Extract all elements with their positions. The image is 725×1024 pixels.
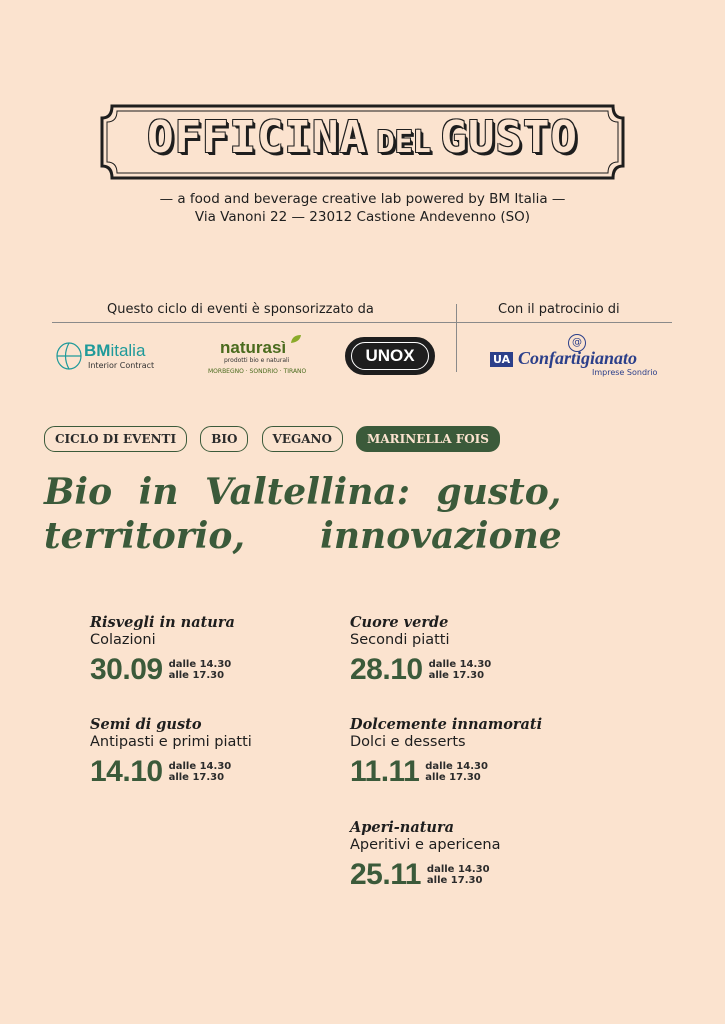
event-time xyxy=(427,864,490,886)
vertical-divider xyxy=(456,304,457,372)
logo-word-officina: OFFICINA xyxy=(147,112,367,163)
divider xyxy=(52,322,672,323)
confartigianato-wordmark: Confartigianato xyxy=(518,348,638,368)
event-time xyxy=(429,659,492,681)
leaf-icon xyxy=(290,334,302,344)
naturasi-locations: MORBEGNO · SONDRIO · TIRANO xyxy=(208,368,307,375)
event-card xyxy=(350,819,610,891)
page-title xyxy=(44,470,644,558)
address-line: Via Vanoni 22 — 23012 Castione Andevenno (SO) xyxy=(194,209,531,225)
event-title: Aperi-natura xyxy=(350,819,454,836)
tag-vegano: VEGANO xyxy=(262,426,343,452)
event-time-to: alle 17.30 xyxy=(428,670,485,681)
event-subtitle: Antipasti e primi piatti xyxy=(90,734,252,750)
event-subtitle: Dolci e desserts xyxy=(350,734,466,750)
event-card xyxy=(90,614,350,686)
bm-italia-logo xyxy=(52,338,192,376)
event-title: Dolcemente innamorati xyxy=(350,716,543,733)
event-subtitle: Aperitivi e apericena xyxy=(350,837,501,853)
event-time-from: dalle 14.30 xyxy=(426,864,490,875)
event-card xyxy=(350,614,610,686)
naturasi-logo xyxy=(206,334,318,380)
event-title: Cuore verde xyxy=(350,614,449,631)
event-title: Semi di gusto xyxy=(90,716,202,733)
globe-icon xyxy=(54,340,84,372)
logo-word-del: DEL xyxy=(376,125,431,160)
event-time-to: alle 17.30 xyxy=(168,772,225,783)
event-date: 14.10 xyxy=(90,755,163,788)
event-time-from: dalle 14.30 xyxy=(168,761,232,772)
brand-logo xyxy=(100,104,625,180)
unox-wordmark: UNOX xyxy=(365,346,415,365)
event-title: Risvegli in natura xyxy=(90,614,235,631)
event-card xyxy=(350,716,610,788)
confartigianato-subtitle: Imprese Sondrio xyxy=(592,368,658,377)
confartigianato-mark: UA xyxy=(490,352,513,367)
logo-word-gusto: GUSTO xyxy=(440,112,578,163)
title-line-1: Bio in Valtellina: gusto, xyxy=(44,471,562,513)
event-date: 30.09 xyxy=(90,653,163,686)
bm-italia-wordmark xyxy=(84,341,145,361)
tag-marinella-fois: MARINELLA FOIS xyxy=(356,426,500,452)
tag-list xyxy=(44,426,508,452)
bm-wordmark-italia: italia xyxy=(110,341,146,360)
tagline xyxy=(0,190,725,226)
bm-italia-subtitle: Interior Contract xyxy=(88,361,155,370)
patronage-label: Con il patrocinio di xyxy=(498,302,620,317)
event-time-to: alle 17.30 xyxy=(168,670,225,681)
naturasi-tagline: prodotti bio e naturali xyxy=(224,357,290,364)
event-time-to: alle 17.30 xyxy=(425,772,481,783)
tagline-line: — a food and beverage creative lab powered by BM Italia — xyxy=(159,191,566,207)
event-date: 11.11 xyxy=(350,755,420,788)
event-time xyxy=(169,659,232,681)
event-date: 28.10 xyxy=(350,653,423,686)
at-symbol-icon: @ xyxy=(568,334,586,352)
event-time-from: dalle 14.30 xyxy=(425,761,488,772)
event-time xyxy=(425,761,488,783)
sponsor-label: Questo ciclo di eventi è sponsorizzato da xyxy=(107,302,374,317)
tag-ciclo-di-eventi: CICLO DI EVENTI xyxy=(44,426,187,452)
bm-wordmark-bm: BM xyxy=(84,341,111,360)
event-time-from: dalle 14.30 xyxy=(428,659,492,670)
naturasi-wordmark: naturasì xyxy=(220,338,287,357)
event-subtitle: Secondi piatti xyxy=(350,632,450,648)
event-time xyxy=(169,761,232,783)
confartigianato-logo xyxy=(488,334,663,380)
event-time-to: alle 17.30 xyxy=(426,875,483,886)
unox-logo xyxy=(345,337,435,375)
event-card xyxy=(90,716,350,788)
event-time-from: dalle 14.30 xyxy=(168,659,232,670)
logo-wordmark xyxy=(100,112,625,163)
tag-bio: BIO xyxy=(200,426,248,452)
event-subtitle: Colazioni xyxy=(90,632,156,648)
title-line-2: territorio, innovazione xyxy=(44,515,562,557)
event-date: 25.11 xyxy=(350,858,421,891)
